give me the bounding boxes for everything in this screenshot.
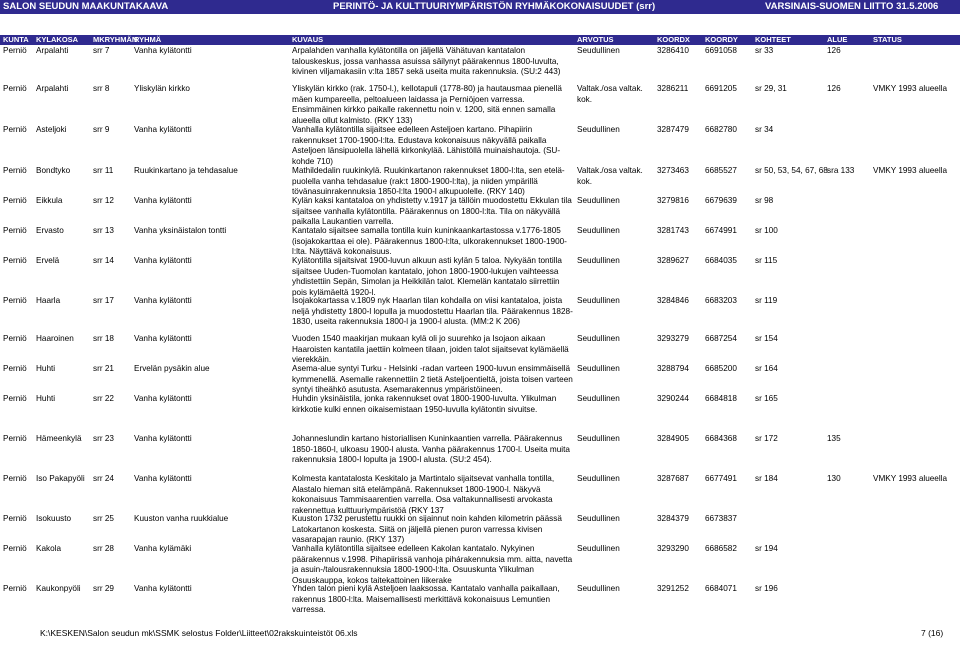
cell-koordy: 6685527 <box>705 166 737 175</box>
cell-kohteet: sr 29, 31 <box>755 84 787 93</box>
cell-kylakosa: Hämeenkylä <box>36 434 82 443</box>
cell-kylakosa: Haarla <box>36 296 61 305</box>
cell-ryhma: Vanha kylätontti <box>134 584 192 593</box>
cell-koordx: 3273463 <box>657 166 689 175</box>
cell-kunta: Perniö <box>3 364 27 373</box>
cell-kohteet: sr 98 <box>755 196 774 205</box>
cell-kuvaus: Yhden talon pieni kylä Asteljoen laaksossa. Kantatalo vanhalla paikallaan, rakennus 1800-l:lta. Maisemallisesti merkittävä kokonaisuus Lemuntien varressa. <box>292 584 560 615</box>
cell-kylakosa: Kaukonpyöli <box>36 584 81 593</box>
cell-koordx: 3286211 <box>657 84 689 93</box>
col-header-koordx: KOORDX <box>657 35 690 44</box>
cell-mkryhman: srr 8 <box>93 84 110 93</box>
cell-kuvaus: Asema-alue syntyi Turku - Helsinki -radan varteen 1900-luvun ensimmäisellä kymmenellä. Asemalle rakennettiin 2 tietä Asteljoentieltä, joista toisen varteen syntyi tiheähkö asutusta. Asemarakennus ympäristöineen. <box>292 364 573 395</box>
cell-status: VMKY 1993 alueella <box>873 84 948 93</box>
cell-koordy: 6677491 <box>705 474 737 483</box>
cell-kohteet: sr 115 <box>755 256 778 265</box>
cell-mkryhman: srr 25 <box>93 514 114 523</box>
cell-kohteet: sr 50, 53, 54, 67, 68 <box>755 166 828 175</box>
cell-kylakosa: Huhti <box>36 394 56 403</box>
cell-kunta: Perniö <box>3 544 27 553</box>
cell-kohteet: sr 172 <box>755 434 778 443</box>
cell-arvotus: Seudullinen <box>577 125 620 134</box>
cell-koordx: 3286410 <box>657 46 689 55</box>
cell-koordx: 3289627 <box>657 256 689 265</box>
cell-koordy: 6687254 <box>705 334 737 343</box>
cell-kylakosa: Arpalahti <box>36 84 69 93</box>
cell-ryhma: Vanha kylämäki <box>134 544 192 553</box>
cell-kylakosa: Huhti <box>36 364 56 373</box>
cell-kuvaus: Arpalahden vanhalla kylätontilla on jäljellä Vähätuvan kantatalon talouskeskus, jossa vanhassa asuissa säilynyt päärakennus 1800-luvulta, kivinen viljamakasiin v:lta 1857 sekä useita muita rakennuksia. (SU:2 443) <box>292 46 561 77</box>
cell-alue: 130 <box>827 474 841 483</box>
cell-kuvaus: Johanneslundin kartano historiallisen Kuninkaantien varrella. Päärakennus 1850-1860-l, ulkoasu 1900-l alusta. Vanha päärakennus 1700-l. Useita muita rakennuksia 1800-l lopulta ja 1900-l alusta. (SU:2 454). <box>292 434 570 465</box>
cell-kunta: Perniö <box>3 166 27 175</box>
cell-ryhma: Vanha kylätontti <box>134 256 192 265</box>
cell-koordx: 3284379 <box>657 514 689 523</box>
cell-koordy: 6685200 <box>705 364 737 373</box>
cell-kunta: Perniö <box>3 125 27 134</box>
cell-ryhma: Vanha kylätontti <box>134 474 192 483</box>
cell-ryhma: Vanha kylätontti <box>134 196 192 205</box>
cell-koordy: 6686582 <box>705 544 737 553</box>
cell-arvotus: Seudullinen <box>577 364 620 373</box>
cell-kuvaus: Huhdin yksinäistila, jonka rakennukset ovat 1800-1900-luvulta. Ylikulman kirkkotie kulki ennen oikaisemistaan 1950-luvulla kylätontin sivuitse. <box>292 394 557 414</box>
col-header-ryhma: RYHMÄ <box>134 35 162 44</box>
cell-arvotus: Seudullinen <box>577 544 620 553</box>
cell-kylakosa: Isokuusto <box>36 514 72 523</box>
cell-mkryhman: srr 21 <box>93 364 114 373</box>
cell-kuvaus: Vanhalla kylätontilla sijaitsee edelleen Asteljoen kartano. Pihapiirin rakennukset 1700-1900-l:lta. Edustava kokonaisuus näkyvällä paikalla Asteljoen länsipuolella lähellä kirkonkylää. Lähistöllä muinaishautoja. (SU-kohde 710) <box>292 125 561 166</box>
cell-kohteet: sr 154 <box>755 334 778 343</box>
column-header-row <box>0 35 960 45</box>
cell-kuvaus: Mathildedalin ruukinkylä. Ruukinkartanon rakennukset 1800-l:lta, sen etelä-puolella vanha tehdasalue (rak:t 1800-1900-l:lta), ja niiden ympärillä tövänasuinrakennuksia 1850-l:lta 1900-l alkupuolelle. (RKY 140) <box>292 166 565 197</box>
cell-arvotus: Valtak./osa valtak. kok. <box>577 84 643 104</box>
cell-ryhma: Vanha kylätontti <box>134 46 192 55</box>
cell-arvotus: Seudullinen <box>577 334 620 343</box>
cell-mkryhman: srr 7 <box>93 46 110 55</box>
cell-ryhma: Ruukinkartano ja tehdasalue <box>134 166 238 175</box>
cell-kylakosa: Iso Pakapyöli <box>36 474 85 483</box>
cell-status: VMKY 1993 alueella <box>873 166 948 175</box>
cell-koordx: 3284846 <box>657 296 689 305</box>
cell-mkryhman: srr 11 <box>93 166 114 175</box>
cell-kuvaus: Kolmesta kantatalosta Keskitalo ja Martintalo sijaitsevat vanhalla tontilla, Alastalo hieman sitä etelämpänä. Rakennukset 1800-1900-l. Näkyvä kokonaisuus Tammisaarentien varrella. Osa valtakunnallisesti arvokasta rakennettua kulttuuriympäristöä (RKY 137 <box>292 474 555 515</box>
cell-kunta: Perniö <box>3 296 27 305</box>
cell-kylakosa: Kakola <box>36 544 62 553</box>
cell-ryhma: Vanha kylätontti <box>134 394 192 403</box>
cell-kuvaus: Vanhalla kylätontilla sijaitsee edelleen Kakolan kantatalo. Nykyinen päärakennus v.1998. Pihapiirissä vanhoja pihárakennuksia mm. aitta, navetta ja asuin-/talousrakennuksia 1800-1900-l:lta. Osuuskunta Ylikulman Osuuskauppa, kokos taitekattoinen liikerake <box>292 544 573 585</box>
cell-koordy: 6691058 <box>705 46 737 55</box>
cell-kuvaus: Kylätontilla sijaitsivat 1900-luvun alkuun asti kylän 5 taloa. Nykyään tontilla sijaitsee Uuden-Tuomolan kantatalo, johon 1800-1900-lukujen vaihteessa yhdistettiin Sepän, Simolan ja Heikkilän talot. Klemelän kantatalo siirrettiin pois kylämäeltä 1920-l. <box>292 256 562 297</box>
cell-kuvaus: Isojakokartassa v.1809 nyk Haarlan tilan kohdalla on viisi kantataloa, joista neljä yhdistetty 1800-l lopulla ja muodostettu Haarlan tila. Päärakennus 1828-1830, useita rakennuksia 1800-l ja 1900-l alusta. (MM:2 K 206) <box>292 296 573 327</box>
cell-kohteet: sr 100 <box>755 226 778 235</box>
cell-ryhma: Vanha kylätontti <box>134 296 192 305</box>
col-header-alue: ALUE <box>827 35 848 44</box>
cell-arvotus: Seudullinen <box>577 584 620 593</box>
cell-koordx: 3279816 <box>657 196 689 205</box>
cell-kohteet: sr 196 <box>755 584 778 593</box>
cell-kuvaus: Yliskylän kirkko (rak. 1750-l.), kellotapuli (1778-80) ja hautausmaa pienellä mäen kumpareella, peltoalueen laidassa ja Perniöjoen varressa. Ensimmäinen kirkko paikalle rakennettu noin v. 1200, sitä ennen samalla alueella ollut kalmisto. (RKY 133) <box>292 84 562 125</box>
cell-kunta: Perniö <box>3 434 27 443</box>
cell-mkryhman: srr 29 <box>93 584 114 593</box>
footer-file-path: K:\KESKEN\Salon seudun mk\SSMK selostus Folder\Liitteet\02rakskuinteistöt 06.xls <box>40 628 358 638</box>
cell-ryhma: Vanha kylätontti <box>134 334 192 343</box>
col-header-status: STATUS <box>873 35 902 44</box>
col-header-kuvaus: KUVAUS <box>292 35 324 44</box>
cell-kohteet: sr 119 <box>755 296 778 305</box>
cell-alue: 126 <box>827 84 841 93</box>
cell-arvotus: Seudullinen <box>577 434 620 443</box>
cell-koordy: 6684368 <box>705 434 737 443</box>
cell-kunta: Perniö <box>3 196 27 205</box>
cell-koordx: 3284905 <box>657 434 689 443</box>
cell-kunta: Perniö <box>3 584 27 593</box>
cell-kunta: Perniö <box>3 226 27 235</box>
cell-arvotus: Valtak./osa valtak. kok. <box>577 166 643 186</box>
cell-kunta: Perniö <box>3 84 27 93</box>
cell-arvotus: Seudullinen <box>577 46 620 55</box>
cell-kuvaus: Vuoden 1540 maakirjan mukaan kylä oli jo suurehko ja Isojaon aikaan Haaroisten kantatila jaettiin kolmeen tilaan, joiden talot sijaitsevat kylämäellä vierekkäin. <box>292 334 569 365</box>
cell-ryhma: Kuuston vanha ruukkialue <box>134 514 229 523</box>
cell-koordx: 3288794 <box>657 364 689 373</box>
cell-koordy: 6673837 <box>705 514 737 523</box>
cell-ryhma: Ervelän pysäkin alue <box>134 364 210 373</box>
cell-koordx: 3287479 <box>657 125 689 134</box>
banner-center: PERINTÖ- JA KULTTUURIYMPÄRISTÖN RYHMÄKOKONAISUUDET (srr) <box>333 1 656 12</box>
report-banner <box>0 0 960 14</box>
cell-koordx: 3281743 <box>657 226 689 235</box>
cell-kunta: Perniö <box>3 394 27 403</box>
cell-status: VMKY 1993 alueella <box>873 474 948 483</box>
cell-ryhma: Vanha kylätontti <box>134 125 192 134</box>
cell-koordy: 6684818 <box>705 394 737 403</box>
cell-koordy: 6691205 <box>705 84 737 93</box>
cell-kohteet: sr 194 <box>755 544 778 553</box>
cell-kylakosa: Arpalahti <box>36 46 69 55</box>
cell-mkryhman: srr 17 <box>93 296 114 305</box>
cell-koordx: 3290244 <box>657 394 689 403</box>
cell-arvotus: Seudullinen <box>577 226 620 235</box>
cell-kylakosa: Eikkula <box>36 196 63 205</box>
cell-kunta: Perniö <box>3 334 27 343</box>
cell-mkryhman: srr 24 <box>93 474 114 483</box>
cell-koordx: 3293279 <box>657 334 689 343</box>
col-header-kylakosa: KYLAKOSA <box>36 35 79 44</box>
col-header-koordy: KOORDY <box>705 35 738 44</box>
footer-page-number: 7 (16) <box>921 628 944 638</box>
cell-koordx: 3287687 <box>657 474 689 483</box>
cell-koordy: 6684035 <box>705 256 737 265</box>
cell-kohteet: sr 165 <box>755 394 778 403</box>
cell-mkryhman: srr 9 <box>93 125 110 134</box>
cell-ryhma: Yliskylän kirkko <box>134 84 190 93</box>
cell-kylakosa: Ervasto <box>36 226 64 235</box>
cell-alue: sra 133 <box>827 166 855 175</box>
col-header-kunta: KUNTA <box>3 35 29 44</box>
cell-koordy: 6674991 <box>705 226 737 235</box>
cell-kohteet: sr 184 <box>755 474 778 483</box>
cell-koordy: 6683203 <box>705 296 737 305</box>
cell-mkryhman: srr 22 <box>93 394 114 403</box>
cell-kunta: Perniö <box>3 474 27 483</box>
cell-arvotus: Seudullinen <box>577 394 620 403</box>
cell-ryhma: Vanha kylätontti <box>134 434 192 443</box>
cell-ryhma: Vanha yksinäistalon tontti <box>134 226 227 235</box>
cell-koordy: 6679639 <box>705 196 737 205</box>
cell-kuvaus: Kuuston 1732 perustettu ruukki on sijainnut noin kahden kilometrin päässä Latokartanon koskesta. Siitä on jäljellä pienen puron varressa kivisen vasarapajan raunio. (RKY 137) <box>292 514 562 545</box>
cell-kylakosa: Haaroinen <box>36 334 74 343</box>
cell-alue: 126 <box>827 46 841 55</box>
cell-mkryhman: srr 12 <box>93 196 114 205</box>
cell-kuvaus: Kantatalo sijaitsee samalla tontilla kuin kuninkaankartastossa v.1776-1805 (isojakokarttaa ei ole). Päärakennus 1800-l:lta, ulkorakennukset 1800-1900-l:lta. Näyttävä kokonaisuus. <box>292 226 567 257</box>
cell-mkryhman: srr 23 <box>93 434 114 443</box>
cell-arvotus: Seudullinen <box>577 196 620 205</box>
col-header-mkryhman: MKRYHMÄN <box>93 35 138 44</box>
col-header-arvotus: ARVOTUS <box>577 35 614 44</box>
cell-kunta: Perniö <box>3 256 27 265</box>
cell-arvotus: Seudullinen <box>577 514 620 523</box>
col-header-kohteet: KOHTEET <box>755 35 791 44</box>
cell-alue: 135 <box>827 434 841 443</box>
cell-arvotus: Seudullinen <box>577 296 620 305</box>
cell-koordx: 3293290 <box>657 544 689 553</box>
cell-kunta: Perniö <box>3 514 27 523</box>
cell-koordy: 6682780 <box>705 125 737 134</box>
cell-kylakosa: Asteljoki <box>36 125 67 134</box>
cell-koordx: 3291252 <box>657 584 689 593</box>
cell-mkryhman: srr 13 <box>93 226 114 235</box>
banner-left: SALON SEUDUN MAAKUNTAKAAVA <box>3 1 169 12</box>
cell-arvotus: Seudullinen <box>577 256 620 265</box>
cell-mkryhman: srr 18 <box>93 334 114 343</box>
cell-kylakosa: Ervelä <box>36 256 60 265</box>
cell-koordy: 6684071 <box>705 584 737 593</box>
banner-right: VARSINAIS-SUOMEN LIITTO 31.5.2006 <box>765 1 939 12</box>
cell-kylakosa: Bondtyko <box>36 166 71 175</box>
cell-kohteet: sr 164 <box>755 364 778 373</box>
cell-mkryhman: srr 14 <box>93 256 114 265</box>
cell-kohteet: sr 34 <box>755 125 774 134</box>
cell-kohteet: sr 33 <box>755 46 774 55</box>
cell-arvotus: Seudullinen <box>577 474 620 483</box>
cell-kunta: Perniö <box>3 46 27 55</box>
cell-kuvaus: Kylän kaksi kantataloa on yhdistetty v.1917 ja tällöin muodostettu Ekkulan tila sijaitsee vanhalla kylätontilla. Päärakennus on 1800-l:lta. Tila on näkyvällä paikalla Laukantien varrella. <box>292 196 572 227</box>
cell-mkryhman: srr 28 <box>93 544 114 553</box>
